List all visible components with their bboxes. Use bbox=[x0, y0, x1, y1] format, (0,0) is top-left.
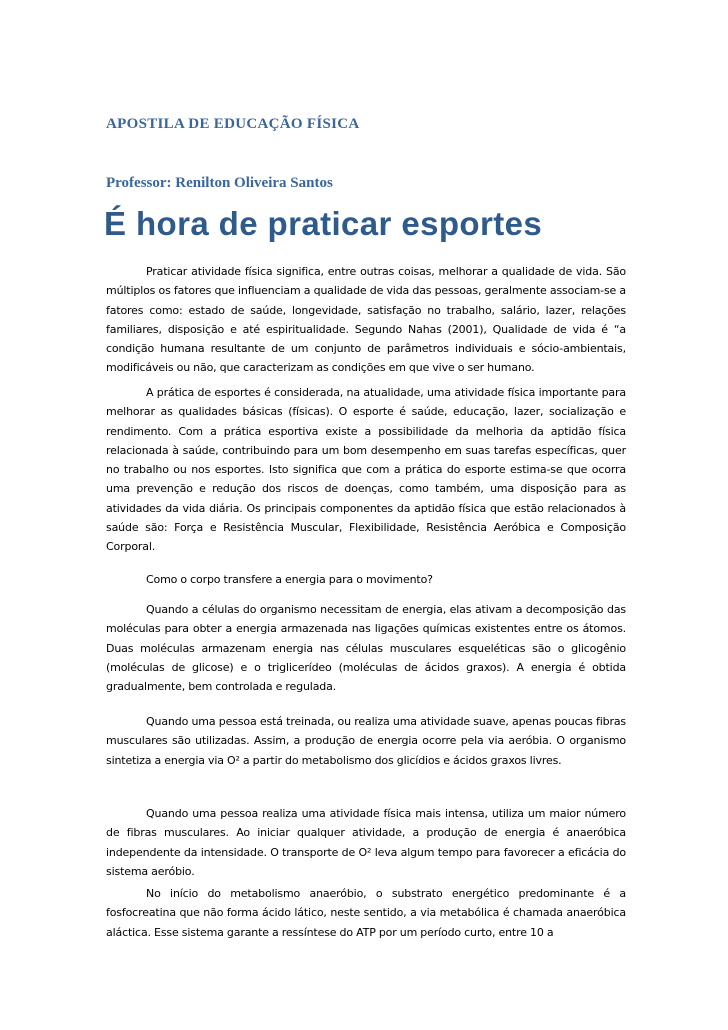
paragraph-question bbox=[106, 570, 626, 589]
paragraph-aerobic bbox=[106, 712, 626, 770]
paragraph-text: Praticar atividade física significa, entre outras coisas, melhorar a qualidade de vida. São múltiplos os fatores que influenciam a qualidade de vida das pessoas, geralmente associam-se a fatores como: estado de saúde, longevidade, satisfação no trabalho, salário, lazer, relações familiares, disposição e até espiritualidade. Segundo Nahas (2001), Qualidade de vida é “a condição humana resultante de um conjunto de parâmetros individuais e sócio-ambientais, modificáveis ou não, que caracterizam as condições em que vive o ser humano. bbox=[106, 265, 626, 375]
paragraph-text: Quando uma pessoa realiza uma atividade física mais intensa, utiliza um maior número de fibras musculares. Ao iniciar qualquer atividade, a produção de energia é anaeróbica independente da intensidade. O transporte de O² leva algum tempo para favorecer a eficácia do sistema aeróbio. bbox=[106, 807, 626, 878]
paragraph-anaerobic bbox=[106, 884, 626, 942]
professor-line: Professor: Renilton Oliveira Santos bbox=[106, 175, 333, 191]
paragraph-text: No início do metabolismo anaeróbio, o substrato energético predominante é a fosfocreatina que não forma ácido lático, neste sentido, a via metabólica é chamada anaeróbica aláctica. Esse sistema garante a ressíntese do ATP por um período curto, entre 10 a bbox=[106, 887, 626, 939]
paragraph-intense-activity bbox=[106, 804, 626, 881]
section-heading: É hora de praticar esportes bbox=[104, 205, 543, 242]
paragraph-quality-of-life bbox=[106, 262, 626, 378]
document-header-title: APOSTILA DE EDUCAÇÃO FÍSICA bbox=[106, 116, 360, 132]
paragraph-cell-energy bbox=[106, 600, 626, 696]
paragraph-text: A prática de esportes é considerada, na atualidade, uma atividade física importante para melhorar as qualidades básicas (físicas). O esporte é saúde, educação, lazer, socialização e rendimento. Com a prática esportiva existe a possibilidade da melhoria da aptidão física relacionada à saúde, contribuindo para um bom desempenho em suas tarefas específicas, quer no trabalho ou nos esportes. Isto significa que com a prática do esporte estima-se que ocorra uma prevenção e redução dos riscos de doenças, como também, uma disposição para as atividades da vida diária. Os principais componentes da aptidão física que estão relacionados à saúde são: Força e Resistência Muscular, Flexibilidade, Resistência Aeróbica e Composição Corporal. bbox=[106, 386, 626, 554]
paragraph-text: Quando uma pessoa está treinada, ou realiza uma atividade suave, apenas poucas fibras musculares são utilizadas. Assim, a produção de energia ocorre pela via aeróbia. O organismo sintetiza a energia via O² a partir do metabolismo dos glicídios e ácidos graxos livres. bbox=[106, 715, 626, 767]
paragraph-text: Como o corpo transfere a energia para o movimento? bbox=[146, 573, 433, 586]
paragraph-sports-practice bbox=[106, 383, 626, 557]
paragraph-text: Quando a células do organismo necessitam de energia, elas ativam a decomposição das moléculas para obter a energia armazenada nas ligações químicas existentes entre os átomos. Duas moléculas armazenam energia nas células musculares esqueléticas são o glicogênio (moléculas de glicose) e o triglicerídeo (moléculas de ácidos graxos). A energia é obtida gradualmente, bem controlada e regulada. bbox=[106, 603, 626, 694]
